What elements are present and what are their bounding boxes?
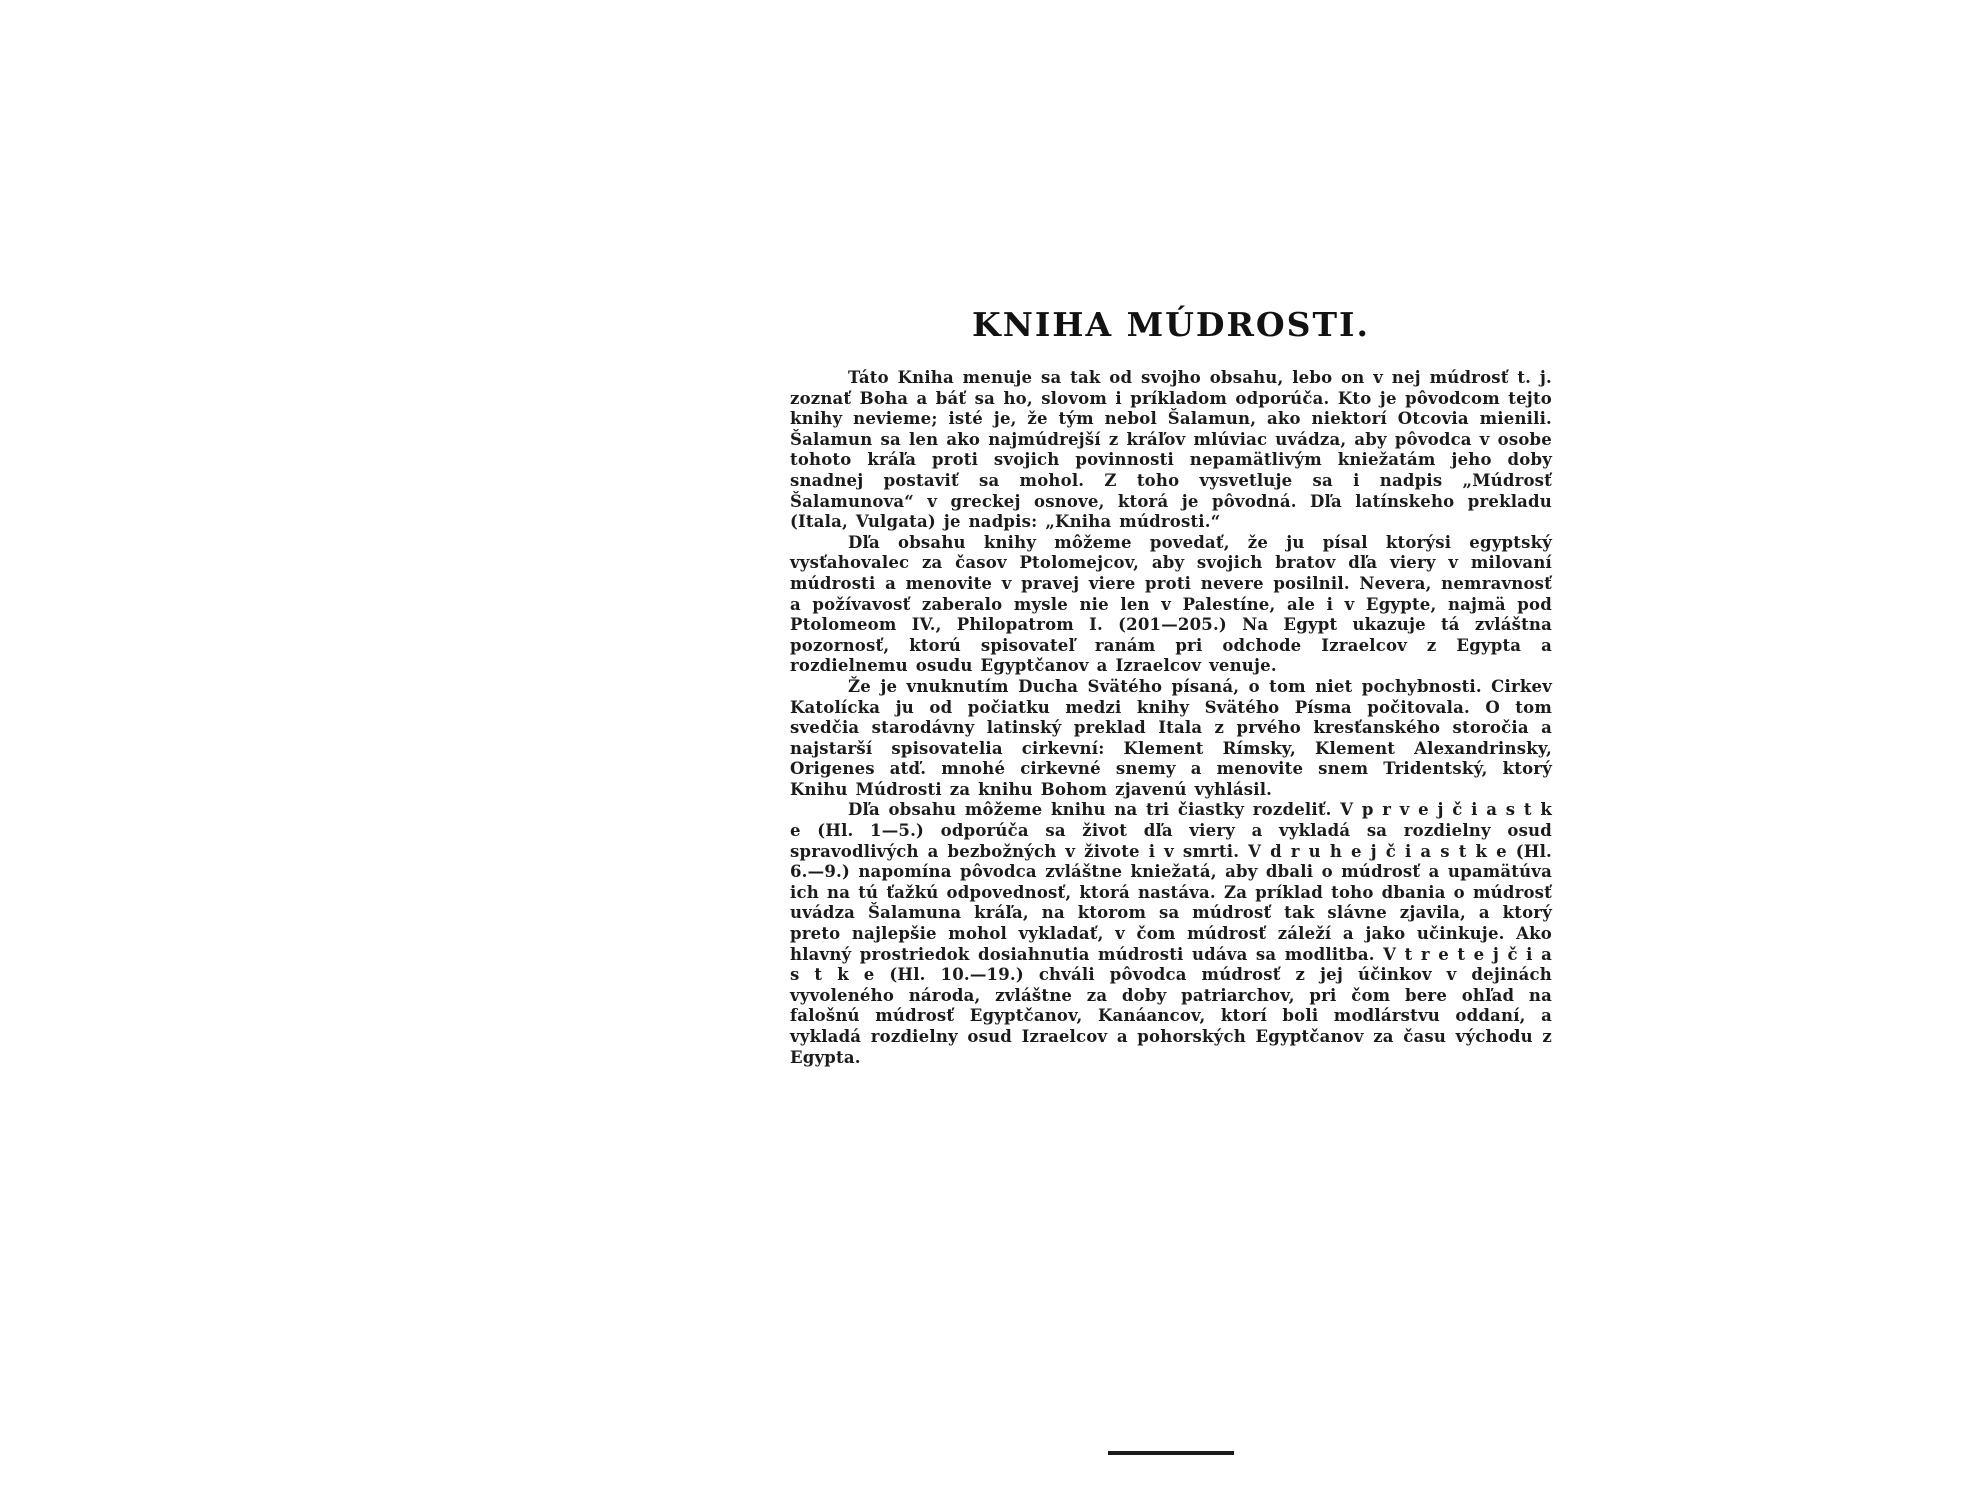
paragraph-intro: Táto Kniha menuje sa tak od svojho obsahu, lebo on v nej múdrosť t. j. zoznať Boha a báť sa ho, slovom i príkladom odporúča. Kto je pôvodcom tejto knihy nevieme; isté je, že tým nebol Šalamun, ako niektorí Otcovia mienili. Šalamun sa len ako najmúdrejší z kráľov mlúviac uvádza, aby pôvodca v osobe tohoto kráľa proti svojich povinnosti nepamätlivým kniežatám jeho doby snadnej postaviť sa mohol. Z toho vysvetluje sa i nadpis „Múdrosť Šalamunova“ v greckej osnove, ktorá je pôvodná. Dľa latínskeho prekladu (Itala, Vulgata) je nadpis: „Kniha múdrosti.“	[790, 368, 1552, 532]
footer-rule	[1108, 1451, 1234, 1455]
page-content	[790, 305, 1552, 1068]
paragraph-structure: Dľa obsahu môžeme knihu na tri čiastky rozdeliť. V p r v e j č i a s t k e (Hl. 1—5.) odporúča sa život dľa viery a vykladá sa rozdielny osud spravodlivých a bezbožných v živote i v smrti. V d r u h e j č i a s t k e (Hl. 6.—9.) napomína pôvodca zvláštne kniežatá, aby dbali o múdrosť a upamätúva ich na tú ťažkú odpovednosť, ktorá nastáva. Za príklad toho dbania o múdrosť uvádza Šalamuna kráľa, na ktorom sa múdrosť tak slávne zjavila, a ktorý preto najlepšie mohol vykladať, v čom múdrosť záleží a jako učinkuje. Ako hlavný prostriedok dosiahnutia múdrosti udáva sa modlitba. V t r e t e j č i a s t k e (Hl. 10.—19.) chváli pôvodca múdrosť z jej účinkov v dejinách vyvoleného národa, zvláštne za doby patriarchov, pri čom bere ohľad na falošnú múdrosť Egyptčanov, Kanáancov, ktorí boli modlárstvu oddaní, a vykladá rozdielny osud Izraelcov a pohorských Egyptčanov za času východu z Egypta.	[790, 800, 1552, 1067]
paragraph-author: Dľa obsahu knihy môžeme povedať, že ju písal ktorýsi egyptský vysťahovalec za časov Ptolomejcov, aby svojich bratov dľa viery v milovaní múdrosti a menovite v pravej viere proti nevere posilnil. Nevera, nemravnosť a požívavosť zaberalo mysle nie len v Palestíne, ale i v Egypte, najmä pod Ptolomeom IV., Philopatrom I. (201—205.) Na Egypt ukazuje tá zvláštna pozornosť, ktorú spisovateľ ranám pri odchode Izraelcov z Egypta a rozdielnemu osudu Egyptčanov a Izraelcov venuje.	[790, 532, 1552, 676]
paragraph-canonicity: Že je vnuknutím Ducha Svätého písaná, o tom niet pochybnosti. Cirkev Katolícka ju od počiatku medzi knihy Svätého Písma počitovala. O tom svedčia starodávny latinský preklad Itala z prvého kresťanského storočia a najstarší spisovatelia cirkevní: Klement Rímsky, Klement Alexandrinsky, Origenes atď. mnohé cirkevné snemy a menovite snem Tridentský, ktorý Knihu Múdrosti za knihu Bohom zjavenú vyhlásil.	[790, 676, 1552, 799]
page-title: KNIHA MÚDROSTI.	[972, 305, 1370, 344]
body-text	[790, 368, 1552, 1068]
